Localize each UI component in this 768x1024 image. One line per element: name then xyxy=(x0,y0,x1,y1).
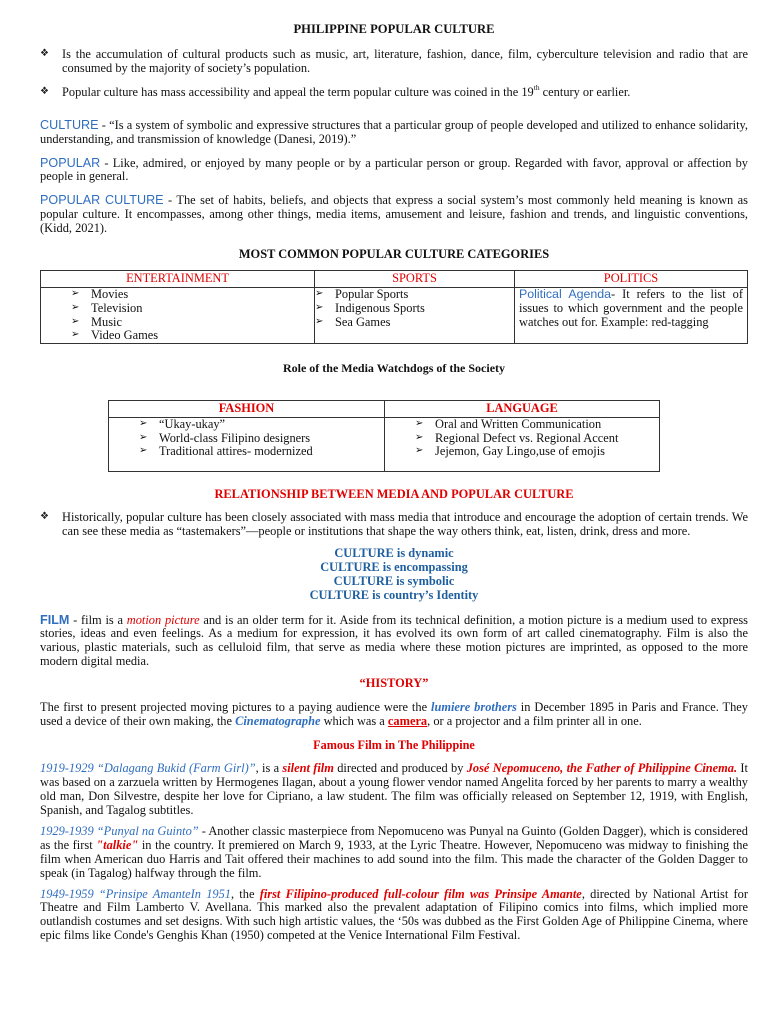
history-text-4: , or a projector and a film printer all in one. xyxy=(427,713,642,728)
list-item: ➢ Traditional attires- modernized xyxy=(139,445,384,459)
definition-popular-text: - Like, admired, or enjoyed by many people or by a particular person or group. Regarded with favor, approval or affection by people in general. xyxy=(40,155,748,184)
header-language: LANGUAGE xyxy=(385,400,660,417)
watchdogs-title: Role of the Media Watchdogs of the Society xyxy=(282,361,506,376)
sports-cell xyxy=(315,287,515,344)
intro-bullet-2 xyxy=(40,82,748,100)
film-2-a: - Another classic masterpiece from Nepomuceno was Punyal na Guinto (Golden Dagger), which is considered as the first xyxy=(40,824,749,852)
intro-bullet-2-text: Popular culture has mass accessibility and appeal the term popular culture was coined in the 19 xyxy=(62,84,534,99)
camera-term: camera xyxy=(387,713,428,728)
list-item: ➢ Movies xyxy=(71,288,314,302)
political-agenda-text: - It refers to the list of issues to which government and the people watches out for. Example: red-tagging xyxy=(519,286,743,329)
list-item: ➢ Indigenous Sports xyxy=(315,302,514,316)
lumiere-brothers: lumiere brothers xyxy=(431,700,517,715)
definition-popular xyxy=(40,156,748,185)
culture-line: CULTURE is country’s Identity xyxy=(309,587,479,602)
history-text-3: which was a xyxy=(320,713,388,728)
header-fashion: FASHION xyxy=(109,400,385,417)
film-text-1: - film is a xyxy=(69,612,127,627)
intro-bullet-1: ❖ Is the accumulation of cultural products such as music, art, literature, fashion, dance, film, cyberculture television and radio that are consumed by the majority of society’s population. xyxy=(40,48,748,76)
famous-film-title: Famous Film in The Philippine xyxy=(313,737,475,752)
relationship-bullet: ❖ Historically, popular culture has been closely associated with mass media that introduce and encourage the adoption of certain trends. We can see these media as “tastemakers”—people or institutions that shape the way others think, eat, listen, drink, dress and more. xyxy=(40,511,748,539)
definition-popular-culture xyxy=(40,193,748,236)
superscript-th: th xyxy=(533,82,540,92)
term-culture: CULTURE xyxy=(40,117,99,132)
list-item: ➢ “Ukay-ukay” xyxy=(139,418,384,432)
film-1-c: directed and produced by xyxy=(333,761,467,776)
term-film: FILM xyxy=(40,612,70,627)
film-entry-1 xyxy=(40,762,748,818)
film-2-talkie: "talkie" xyxy=(96,837,139,852)
fashion-cell xyxy=(109,417,385,472)
history-text-1: The first to present projected moving pictures to a paying audience were the xyxy=(40,700,432,715)
film-3-colour: first Filipino-produced full-colour film was Prinsipe Amante xyxy=(259,886,582,901)
watchdogs-table xyxy=(108,400,660,473)
history-title: “HISTORY” xyxy=(359,676,429,691)
political-agenda-term: Political Agenda xyxy=(519,286,612,301)
list-item: ➢ Popular Sports xyxy=(315,288,514,302)
politics-cell xyxy=(515,287,748,344)
header-politics: POLITICS xyxy=(515,270,748,287)
term-popular: POPULAR xyxy=(40,155,101,170)
film-2-c: in the country. It premiered on March 9, 1933, at the Lyric Theatre. However, Nepomuceno was midway to finishing the film when American duo Harris and Tait offered their machines to add sound into the film. This made the character of the Golden Dagger to speak (in Tagalog) halfway through the film. xyxy=(40,837,748,880)
film-3-year: 1949-1959 “Prinsipe AmanteIn 1951 xyxy=(40,886,231,901)
list-item: ➢ Video Games xyxy=(71,329,314,343)
film-entry-2 xyxy=(40,825,748,881)
categories-row xyxy=(41,287,748,344)
cinematographe: Cinematographe xyxy=(235,713,321,728)
film-text-2: and is an older term for it. Aside from its technical definition, a motion picture is a medium used to express stories, ideas and even feelings. As a medium for expression, it has evolved its own form of art called cinematography. Film is also the various, plastic materials, such as celluloid film, that serve as media where these motion pictures are imprinted, as opposed to the more modern digital media. xyxy=(40,612,748,669)
header-entertainment: ENTERTAINMENT xyxy=(41,270,315,287)
film-3-a: , the xyxy=(230,886,260,901)
film-2-year: 1929-1939 “Punyal na Guinto” xyxy=(40,824,199,839)
film-entry-3 xyxy=(40,888,748,944)
culture-statements xyxy=(40,547,748,603)
definition-popular-culture-text: - The set of habits, beliefs, and objects that express a social system’s most commonly held meaning is known as popular culture. It encompasses, among other things, media items, amusement and leisure, fashion and trends, and linguistic conventions, (Kidd, 2021). xyxy=(40,193,748,236)
list-item: ➢ World-class Filipino designers xyxy=(139,432,384,446)
entertainment-cell xyxy=(41,287,315,344)
film-1-director: José Nepomuceno, the Father of Philippine Cinema. xyxy=(466,761,738,776)
culture-line: CULTURE is encompassing xyxy=(320,559,468,574)
history-text-2: in December 1895 in Paris and France. They used a device of their own making, the xyxy=(40,700,748,728)
header-sports: SPORTS xyxy=(315,270,515,287)
categories-header-row xyxy=(41,270,748,287)
list-item: ➢ Regional Defect vs. Regional Accent xyxy=(415,432,659,446)
watchdogs-row xyxy=(109,417,660,472)
categories-title: MOST COMMON POPULAR CULTURE CATEGORIES xyxy=(238,247,550,261)
term-popular-culture: POPULAR CULTURE xyxy=(40,193,164,208)
categories-table xyxy=(40,270,748,344)
film-definition xyxy=(40,613,748,670)
page-title: PHILIPPINE POPULAR CULTURE xyxy=(293,22,495,36)
language-cell xyxy=(385,417,660,472)
relationship-title: RELATIONSHIP BETWEEN MEDIA AND POPULAR CULTURE xyxy=(214,487,574,502)
motion-picture-term: motion picture xyxy=(126,612,200,627)
intro-bullet-2-end: century or earlier. xyxy=(539,84,631,99)
film-1-year: 1919-1929 “Dalagang Bukid (Farm Girl)” xyxy=(40,761,256,776)
list-item: ➢ Music xyxy=(71,316,314,330)
history-paragraph xyxy=(40,701,748,729)
list-item: ➢ Jejemon, Gay Lingo,use of emojis xyxy=(415,445,659,459)
list-item: ➢ Television xyxy=(71,302,314,316)
definition-culture xyxy=(40,118,748,147)
list-item: ➢ Oral and Written Communication xyxy=(415,418,659,432)
list-item: ➢ Sea Games xyxy=(315,316,514,330)
definition-culture-text: - “Is a system of symbolic and expressive structures that a particular group of people developed and utilized to enhance solidarity, understanding, and transmission of knowledge (Danesi, 2019).” xyxy=(40,117,748,146)
culture-line: CULTURE is dynamic xyxy=(334,546,454,561)
film-1-e: It was based on a zarzuela written by Hermogenes Ilagan, about a young flower vendor named Angelita forced by her parents to marry a wealthy old man, Don Silvestre, despite her love for Cipriano, a law student. The film was officially released on September 12, 1919, with English, Spanish, and Tagalog subtitles. xyxy=(40,761,748,818)
culture-line: CULTURE is symbolic xyxy=(333,573,455,588)
watchdogs-header-row xyxy=(109,400,660,417)
film-3-c: , directed by National Artist for Theatre and Film Lamberto V. Avellana. This marked also the prevalent adaptation of Filipino comics into films, which implied more outlandish costumes and set designs. With such high artistic values, the ‘50s was dubbed as the First Golden Age of Philippine Cinema, where epic films like Conde's Genghis Khan (1950) competed at the Venice International Film Festival. xyxy=(40,886,748,943)
film-1-a: , is a xyxy=(255,761,283,776)
film-1-silent: silent film xyxy=(282,761,334,776)
